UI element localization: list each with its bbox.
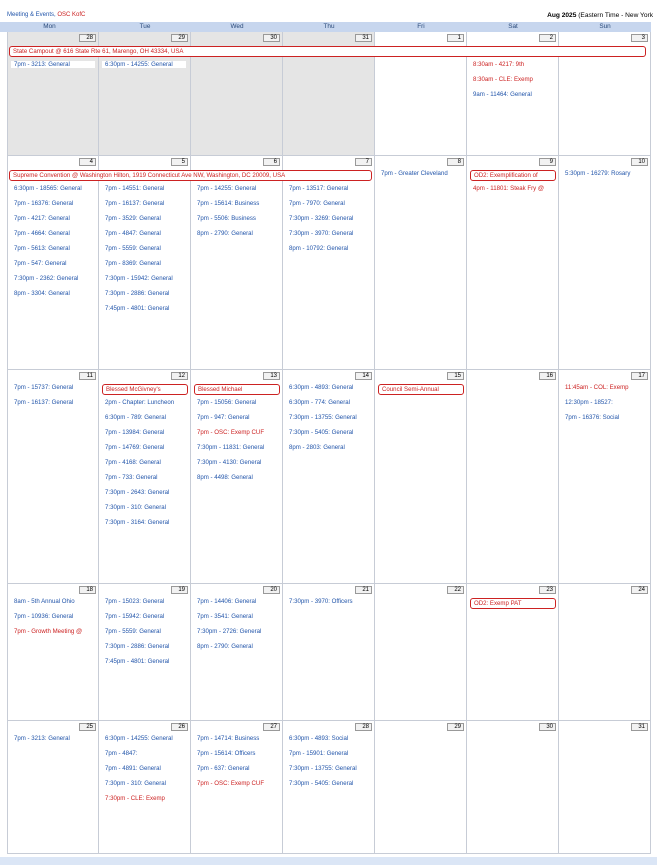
- day-cell[interactable]: [7, 721, 99, 854]
- day-number[interactable]: 25: [79, 723, 96, 731]
- day-number[interactable]: 31: [355, 34, 372, 42]
- event-item[interactable]: 7:30pm - 11831: General: [197, 444, 265, 451]
- event-item[interactable]: 7pm - 13984: General: [105, 429, 165, 436]
- event-item[interactable]: 7pm - 733: General: [105, 474, 158, 481]
- day-cell[interactable]: [375, 584, 467, 721]
- event-item[interactable]: 7pm - 10936: General: [14, 613, 74, 620]
- day-cell[interactable]: [99, 584, 191, 721]
- event-item[interactable]: 8am - 5th Annual Ohio: [14, 598, 75, 605]
- day-cell[interactable]: [191, 584, 283, 721]
- day-number[interactable]: 30: [539, 723, 556, 731]
- event-item[interactable]: 7:30pm - 3164: General: [105, 519, 170, 526]
- week-row: [0, 32, 657, 156]
- day-cell[interactable]: [559, 156, 651, 370]
- event-item[interactable]: 7pm - 14255: General: [197, 185, 257, 192]
- weekday-thu: Thu: [283, 22, 375, 32]
- event-item[interactable]: 7pm - 547: General: [14, 260, 67, 267]
- event-item[interactable]: 7pm - 15023: General: [105, 598, 165, 605]
- event-item[interactable]: 7:30pm - 2886: General: [105, 643, 170, 650]
- day-cell[interactable]: [99, 156, 191, 370]
- event-item[interactable]: 7pm - 5559: General: [105, 628, 161, 635]
- day-cell[interactable]: [375, 721, 467, 854]
- day-number[interactable]: 24: [631, 586, 648, 594]
- day-number[interactable]: 12: [171, 372, 188, 380]
- day-cell[interactable]: [191, 156, 283, 370]
- event-item[interactable]: 7:30pm - 13755: General: [289, 765, 357, 772]
- weekday-sun: Sun: [559, 22, 651, 32]
- week-row: [0, 584, 657, 721]
- event-item[interactable]: 7pm - 16137: General: [14, 399, 74, 406]
- day-cell[interactable]: [559, 370, 651, 584]
- day-cell[interactable]: [559, 584, 651, 721]
- day-number[interactable]: 4: [79, 158, 96, 166]
- event-item[interactable]: 7pm - 4891: General: [105, 765, 161, 772]
- day-number[interactable]: 28: [79, 34, 96, 42]
- multiday-event-bar[interactable]: OD2: Exemp PAT: [470, 598, 556, 609]
- day-number[interactable]: 21: [355, 586, 372, 594]
- event-item[interactable]: 7pm - 637: General: [197, 765, 250, 772]
- event-item[interactable]: 7pm - 3541: General: [197, 613, 253, 620]
- day-cell[interactable]: [7, 584, 99, 721]
- event-item[interactable]: 7pm - 947: General: [197, 414, 250, 421]
- weekday-mon: Mon: [0, 22, 99, 32]
- event-item[interactable]: 7pm - 14551: General: [105, 185, 165, 192]
- event-item[interactable]: 7pm - OSC: Exemp CUF: [197, 429, 265, 436]
- day-number[interactable]: 29: [447, 723, 464, 731]
- event-item[interactable]: 7pm - 14406: General: [197, 598, 257, 605]
- event-item[interactable]: 8:30am - CLE: Exemp: [473, 76, 533, 83]
- day-number[interactable]: 13: [263, 372, 280, 380]
- day-number[interactable]: 16: [539, 372, 556, 380]
- month-title-area: [547, 12, 653, 19]
- event-item[interactable]: 6:30pm - 18565: General: [14, 185, 82, 192]
- event-item[interactable]: 7pm - 5613: General: [14, 245, 70, 252]
- event-item[interactable]: 7pm - 7970: General: [289, 200, 345, 207]
- calendar-link-osc-kofc[interactable]: OSC KofC: [57, 12, 86, 18]
- event-item[interactable]: 7:30pm - 5405: General: [289, 780, 354, 787]
- event-item[interactable]: 7pm - 15614: Officers: [197, 750, 256, 757]
- event-item[interactable]: 7pm - 16376: Social: [565, 414, 620, 421]
- event-item[interactable]: 7:30pm - 2362: General: [14, 275, 79, 282]
- event-item[interactable]: 8pm - 2790: General: [197, 230, 253, 237]
- day-cell[interactable]: [467, 370, 559, 584]
- day-number[interactable]: 19: [171, 586, 188, 594]
- day-number[interactable]: 20: [263, 586, 280, 594]
- day-number[interactable]: 6: [263, 158, 280, 166]
- day-cell[interactable]: [99, 721, 191, 854]
- day-number[interactable]: 29: [171, 34, 188, 42]
- day-number[interactable]: 10: [631, 158, 648, 166]
- day-number[interactable]: 14: [355, 372, 372, 380]
- event-item[interactable]: 7pm - 15737: General: [14, 384, 74, 391]
- event-item[interactable]: 8pm - 2790: General: [197, 643, 253, 650]
- multiday-event-bar[interactable]: Council Semi-Annual: [378, 384, 464, 395]
- event-item[interactable]: 7pm - 3213: General: [11, 61, 95, 68]
- day-cell[interactable]: [191, 721, 283, 854]
- event-item[interactable]: 7pm - 15901: General: [289, 750, 349, 757]
- week-row: [0, 370, 657, 584]
- event-item[interactable]: 4pm - 11801: Steak Fry @: [473, 185, 545, 192]
- day-number[interactable]: 2: [539, 34, 556, 42]
- event-item[interactable]: 7:30pm - 2643: General: [105, 489, 170, 496]
- event-item[interactable]: 2pm - Chapter: Luncheon: [105, 399, 175, 406]
- event-item[interactable]: 8pm - 2803: General: [289, 444, 345, 451]
- day-cell[interactable]: [375, 156, 467, 370]
- event-item[interactable]: 5:30pm - 16279: Rosary: [565, 170, 631, 177]
- calendar-footer: [0, 857, 657, 865]
- event-item[interactable]: 6:30pm - 789: General: [105, 414, 166, 421]
- weekday-wed: Wed: [191, 22, 283, 32]
- event-item[interactable]: 7pm - 14714: Business: [197, 735, 260, 742]
- multiday-event-bar[interactable]: State Campout @ 616 State Rte 61, Marengo, OH 43334, USA: [9, 46, 646, 57]
- event-item[interactable]: 7:30pm - 5405: General: [289, 429, 354, 436]
- event-item[interactable]: 7:30pm - 3970: General: [289, 230, 354, 237]
- event-item[interactable]: 7pm - 3213: General: [14, 735, 70, 742]
- event-item[interactable]: 7pm - 15056: General: [197, 399, 257, 406]
- day-number[interactable]: 18: [79, 586, 96, 594]
- multiday-event-bar[interactable]: Blessed McGivney's: [102, 384, 188, 395]
- event-item[interactable]: 6:30pm - 774: General: [289, 399, 350, 406]
- event-item[interactable]: 7pm - OSC: Exemp CUF: [197, 780, 265, 787]
- event-item[interactable]: 7:30pm - 4130: General: [197, 459, 262, 466]
- weekday-header: [0, 22, 657, 32]
- event-item[interactable]: 7pm - 16376: General: [14, 200, 74, 207]
- day-number[interactable]: 5: [171, 158, 188, 166]
- event-item[interactable]: 7pm - 13517: General: [289, 185, 349, 192]
- multiday-event-bar[interactable]: OD2: Exemplification of: [470, 170, 556, 181]
- event-item[interactable]: 7pm - 14769: General: [105, 444, 165, 451]
- event-item[interactable]: 7pm - 15614: Business: [197, 200, 260, 207]
- multiday-event-bar[interactable]: Supreme Convention @ Washington Hilton, 1919 Connecticut Ave NW, Washington, DC 20009, USA: [9, 170, 372, 181]
- event-item[interactable]: 7pm - Growth Meeting @: [14, 628, 83, 635]
- event-item[interactable]: 7:30pm - 3269: General: [289, 215, 354, 222]
- calendar-separator: ,: [54, 12, 58, 18]
- day-cell[interactable]: [559, 721, 651, 854]
- week-row: [0, 721, 657, 854]
- event-item[interactable]: 11:45am - COL: Exemp: [565, 384, 629, 391]
- day-number[interactable]: 26: [171, 723, 188, 731]
- day-number[interactable]: 9: [539, 158, 556, 166]
- day-number[interactable]: 8: [447, 158, 464, 166]
- event-item[interactable]: 7pm - 8369: General: [105, 260, 161, 267]
- day-cell[interactable]: [375, 370, 467, 584]
- day-cell[interactable]: [283, 721, 375, 854]
- event-item[interactable]: 7:30pm - 310: General: [105, 504, 166, 511]
- event-item[interactable]: 7pm - 5506: Business: [197, 215, 256, 222]
- event-item[interactable]: 7pm - 4168: General: [105, 459, 161, 466]
- event-item[interactable]: 12:30pm - 18527:: [565, 399, 613, 406]
- event-item[interactable]: 8:30am - 4217: 9th: [473, 61, 525, 68]
- timezone-label: (Eastern Time - New York: [578, 12, 653, 19]
- weekday-fri: Fri: [375, 22, 467, 32]
- weekday-tue: Tue: [99, 22, 191, 32]
- event-item[interactable]: 7:45pm - 4801: General: [105, 658, 170, 665]
- day-number[interactable]: 31: [631, 723, 648, 731]
- day-cell[interactable]: [191, 370, 283, 584]
- day-cell[interactable]: [7, 370, 99, 584]
- day-number[interactable]: 17: [631, 372, 648, 380]
- day-number[interactable]: 30: [263, 34, 280, 42]
- day-cell[interactable]: [467, 156, 559, 370]
- day-number[interactable]: 23: [539, 586, 556, 594]
- event-item[interactable]: 8pm - 3304: General: [14, 290, 70, 297]
- day-cell[interactable]: [467, 721, 559, 854]
- calendar-link-meeting-events[interactable]: Meeting & Events: [7, 12, 55, 18]
- event-item[interactable]: 7pm - Greater Cleveland: [381, 170, 448, 177]
- event-item[interactable]: 8pm - 10792: General: [289, 245, 349, 252]
- event-item[interactable]: 7pm - 15942: General: [105, 613, 165, 620]
- event-item[interactable]: 8pm - 4498: General: [197, 474, 253, 481]
- event-item[interactable]: 7:30pm - 2886: General: [105, 290, 170, 297]
- event-item[interactable]: 7pm - 4847: General: [105, 230, 161, 237]
- event-item[interactable]: 7pm - 4217: General: [14, 215, 70, 222]
- month-title: Aug 2025: [547, 12, 577, 19]
- day-cell[interactable]: [283, 370, 375, 584]
- calendar-topbar: [0, 0, 657, 22]
- event-item[interactable]: 7pm - 3529: General: [105, 215, 161, 222]
- event-item[interactable]: 6:30pm - 14255: General: [102, 61, 186, 68]
- month-grid: [0, 32, 657, 854]
- event-item[interactable]: 7:30pm - 310: General: [105, 780, 166, 787]
- multiday-event-bar[interactable]: Blessed Michael: [194, 384, 280, 395]
- event-item[interactable]: 7:30pm - 3970: Officers: [289, 598, 353, 605]
- day-number[interactable]: 15: [447, 372, 464, 380]
- event-item[interactable]: 7:30pm - 15942: General: [105, 275, 173, 282]
- day-cell[interactable]: [99, 370, 191, 584]
- event-item[interactable]: 9am - 11464: General: [473, 91, 532, 98]
- event-item[interactable]: 6:30pm - 14255: General: [105, 735, 173, 742]
- event-item[interactable]: 7pm - 5559: General: [105, 245, 161, 252]
- day-number[interactable]: 27: [263, 723, 280, 731]
- event-item[interactable]: 7:45pm - 4801: General: [105, 305, 170, 312]
- day-number[interactable]: 11: [79, 372, 96, 380]
- event-item[interactable]: 7:30pm - 2726: General: [197, 628, 262, 635]
- weekday-sat: Sat: [467, 22, 559, 32]
- event-item[interactable]: 6:30pm - 4893: General: [289, 384, 354, 391]
- event-item[interactable]: 7pm - 16137: General: [105, 200, 165, 207]
- day-number[interactable]: 22: [447, 586, 464, 594]
- day-cell[interactable]: [283, 584, 375, 721]
- day-number[interactable]: 28: [355, 723, 372, 731]
- calendar-list: [7, 12, 85, 18]
- event-item[interactable]: 7pm - 4847:: [105, 750, 138, 757]
- day-cell[interactable]: [7, 156, 99, 370]
- event-item[interactable]: 7pm - 4664: General: [14, 230, 70, 237]
- event-item[interactable]: 7:30pm - CLE: Exemp: [105, 795, 165, 802]
- event-item[interactable]: 7:30pm - 13755: General: [289, 414, 357, 421]
- week-row: [0, 156, 657, 370]
- event-item[interactable]: 6:30pm - 4893: Social: [289, 735, 349, 742]
- day-number[interactable]: 7: [355, 158, 372, 166]
- day-number[interactable]: 3: [631, 34, 648, 42]
- day-cell[interactable]: [283, 156, 375, 370]
- day-number[interactable]: 1: [447, 34, 464, 42]
